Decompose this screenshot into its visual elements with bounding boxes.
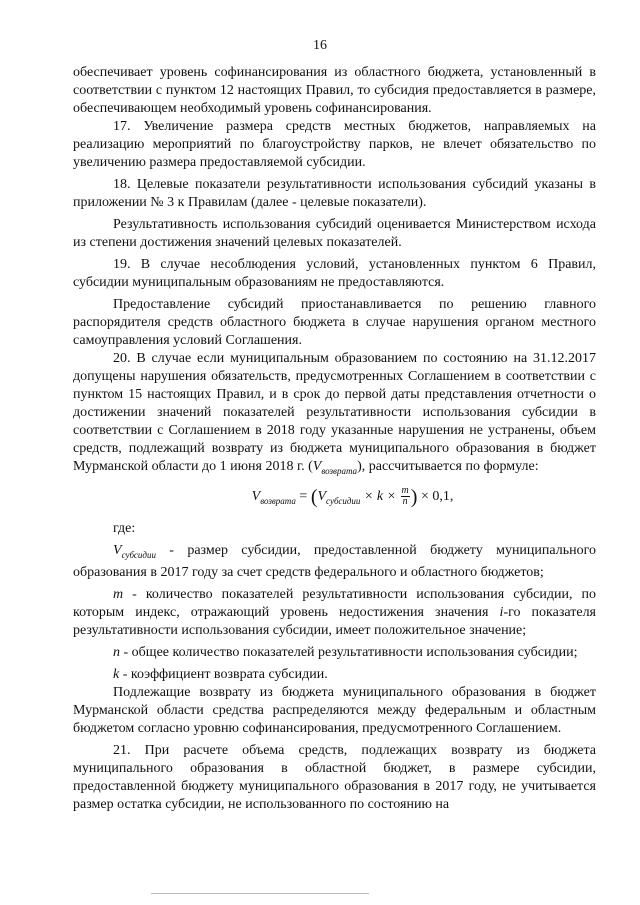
inline-v-return: $(V_{возврата})$ <box>308 459 362 476</box>
paragraph-continuation: обеспечивает уровень софинансирования из областного бюджета, установленный в соответствии с пунктом 12 настоящих Правил, то субсидия предоставляется в размере, обеспечивающем необходимый уровень софинансирования. <box>73 65 596 116</box>
paragraph-19: 19. В случае несоблюдения условий, установленных пунктом 6 Правил, субсидии муниципальным образованиям не предоставляются. <box>73 257 596 290</box>
document-body <box>73 64 596 814</box>
definition-k: k - коэффициент возврата субсидии. <box>113 666 328 682</box>
paragraph-return-distribution: Подлежащие возврату из бюджета муниципального образования в бюджет Мурманской области средства распределяются между федеральным и областным бюджетом согласно уровню софинансирования, предусмотренного Соглашением. <box>73 684 596 736</box>
paragraph-17: 17. Увеличение размера средств местных бюджетов, направляемых на реализацию мероприятий по благоустройству парков, не влечет обязательство по увеличению размера предоставляемой субсидии. <box>73 119 596 170</box>
paragraph-19-suspension: Предоставление субсидий приостанавливается по решению главного распорядителя средств областного бюджета в случае нарушения органом местного самоуправления условий Соглашения. <box>73 297 596 348</box>
paragraph-20-text: 20. В случае если муниципальным образованием по состоянию на 31.12.2017 допущены нарушения обязательств, предусмотренных Соглашением в соответствии с пунктом 15 настоящих Правил, и в срок до первой даты представления отчетности о достижении значений показателей результативности использования субсидии в соответствии с Соглашением в 2018 году указанные нарушения не устранены, объем средств, подлежащий возврату из бюджета муниципального образования в бюджет Мурманской области до 1 июня 2018 г. <box>73 351 596 474</box>
page-number: 16 <box>313 38 327 53</box>
definition-m: m - количество показателей результативности использования субсидии, по которым индекс, отражающий уровень недостижения значения i-го показателя результативности использования субсидии, имеет положительное значение; <box>73 586 596 638</box>
where-label: где: <box>113 520 136 536</box>
paragraph-18: 18. Целевые показатели результативности использования субсидий указаны в приложении № 3 к Правилам (далее - целевые показатели). <box>73 177 596 210</box>
paragraph-21: 21. При расчете объема средств, подлежащих возврату из бюджета муниципального образования в областной бюджет, в размере субсидии, предоставленной бюджету муниципального образования в 2017 году, не учитывается размер остатка субсидии, не использованного по состоянию на <box>73 742 596 812</box>
return-formula: $V_{возврата} = (V_{субсидии} \times k$ × $\frac{m}{n}$ ) × 0,1, <box>251 485 454 508</box>
definition-v-subsidy: $V_{субсидии}$ - размер субсидии, предоставленной бюджету муниципального образования в 2017 году за счет средств федерального и областного бюджетов; <box>73 542 596 580</box>
paragraph-20-tail: , рассчитывается по формуле: <box>361 459 539 474</box>
paragraph-20 <box>73 350 596 480</box>
m-over-n-fraction: $\frac{m}{n}$ <box>401 485 409 508</box>
paragraph-18-effectiveness: Результативность использования субсидий оценивается Министерством исхода из степени достижения значений целевых показателей. <box>73 217 596 250</box>
definition-n: n - общее количество показателей результативности использования субсидии; <box>113 644 578 660</box>
footer-rule <box>151 893 369 894</box>
